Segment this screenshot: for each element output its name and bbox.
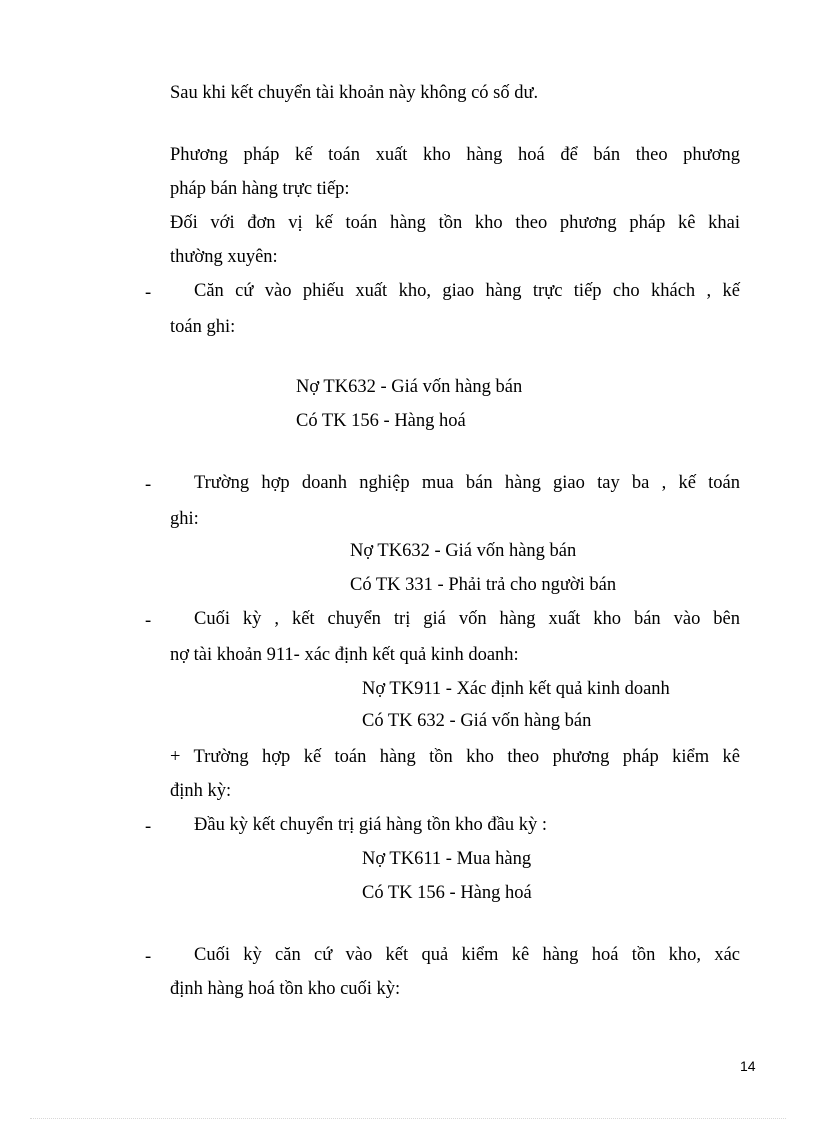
journal-entry-credit: Có TK 632 - Giá vốn hàng bán [362, 711, 592, 731]
paragraph-text: Sau khi kết chuyển tài khoản này không có số dư. [170, 83, 539, 103]
bullet-dash: - [145, 611, 152, 631]
paragraph-text: Đối với đơn vị kế toán hàng tồn kho theo phương pháp kê khai [170, 213, 740, 233]
journal-entry-debit: Nợ TK632 - Giá vốn hàng bán [350, 541, 577, 561]
paragraph-text: Căn cứ vào phiếu xuất kho, giao hàng trực tiếp cho khách , kế [194, 281, 740, 301]
paragraph-text: + Trường hợp kế toán hàng tồn kho theo phương pháp kiểm kê [170, 747, 740, 767]
page-number: 14 [740, 1058, 756, 1074]
paragraph-text: thường xuyên: [170, 247, 278, 267]
journal-entry-credit: Có TK 156 - Hàng hoá [296, 411, 466, 431]
paragraph-text: Cuối kỳ căn cứ vào kết quả kiểm kê hàng hoá tồn kho, xác [194, 945, 740, 965]
paragraph-text: Phương pháp kế toán xuất kho hàng hoá để bán theo phương [170, 145, 740, 165]
footer-divider [30, 1118, 786, 1119]
paragraph-text: pháp bán hàng trực tiếp: [170, 179, 350, 199]
paragraph-text: Đầu kỳ kết chuyển trị giá hàng tồn kho đầu kỳ : [194, 815, 547, 835]
bullet-dash: - [145, 475, 152, 495]
paragraph-text: Cuối kỳ , kết chuyển trị giá vốn hàng xuất kho bán vào bên [194, 609, 740, 629]
journal-entry-credit: Có TK 331 - Phải trả cho người bán [350, 575, 617, 595]
bullet-dash: - [145, 817, 152, 837]
journal-entry-debit: Nợ TK911 - Xác định kết quả kinh doanh [362, 679, 670, 699]
journal-entry-debit: Nợ TK632 - Giá vốn hàng bán [296, 377, 523, 397]
paragraph-text: Trường hợp doanh nghiệp mua bán hàng giao tay ba , kế toán [194, 473, 740, 493]
journal-entry-debit: Nợ TK611 - Mua hàng [362, 849, 532, 869]
paragraph-text: nợ tài khoản 911- xác định kết quả kinh doanh: [170, 645, 519, 665]
paragraph-text: định hàng hoá tồn kho cuối kỳ: [170, 979, 401, 999]
paragraph-text: định kỳ: [170, 781, 232, 801]
paragraph-text: ghi: [170, 509, 199, 529]
bullet-dash: - [145, 283, 152, 303]
bullet-dash: - [145, 947, 152, 967]
journal-entry-credit: Có TK 156 - Hàng hoá [362, 883, 532, 903]
paragraph-text: toán ghi: [170, 317, 236, 337]
